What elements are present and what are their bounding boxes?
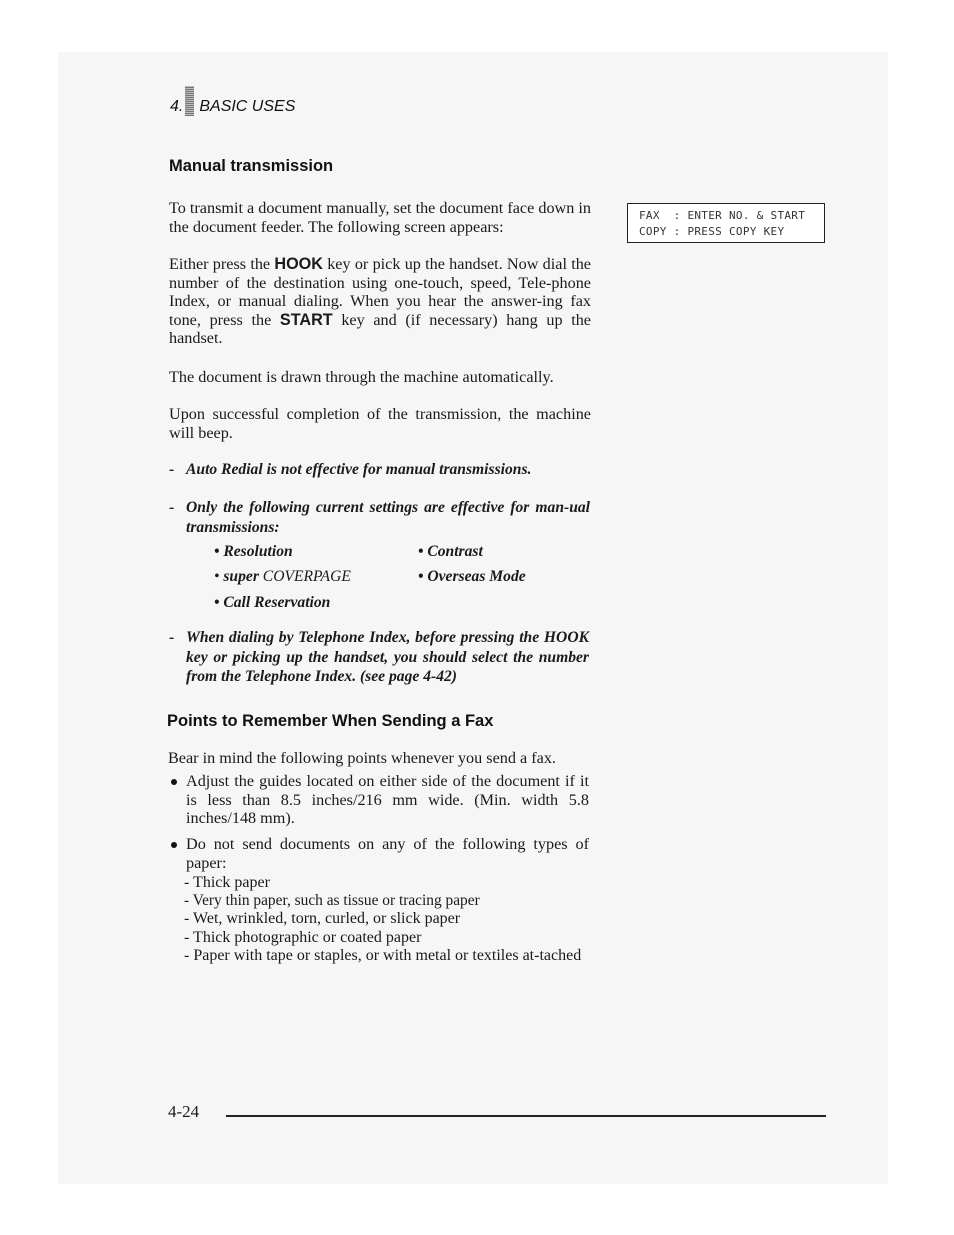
chapter-header: [170, 86, 295, 116]
note-auto-redial: [169, 460, 592, 480]
note-telephone-index-text: When dialing by Telephone Index, before pressing the HOOK key or picking up the handset, you should select the number from the Telephone Index. (see page 4-42): [186, 629, 589, 686]
paragraph-bear-in-mind: Bear in mind the following points whenever you send a fax.: [168, 749, 556, 767]
paper-type-photographic: - Thick photographic or coated paper: [184, 929, 422, 946]
chapter-number: 4.: [170, 98, 184, 115]
paragraph-beep: Upon successful completion of the transmission, the machine will beep.: [169, 405, 591, 442]
note-auto-redial-text: Auto Redial is not effective for manual transmissions.: [186, 461, 532, 478]
paper-type-wet: - Wet, wrinkled, torn, curled, or slick paper: [184, 910, 461, 927]
setting-coverpage-label: COVERPAGE: [262, 568, 351, 585]
note-telephone-index: [169, 628, 589, 687]
setting-call-reservation-label: Call Reservation: [223, 594, 331, 611]
note-dash: -: [169, 629, 175, 646]
section-title-manual-transmission: Manual transmission: [169, 157, 334, 175]
lcd-line-2: COPY : PRESS COPY KEY: [639, 225, 785, 238]
footer-rule: [226, 1115, 826, 1117]
lcd-display: [627, 203, 825, 243]
chapter-marker-icon: [185, 86, 194, 116]
setting-call-reservation: • Call Reservation: [214, 594, 331, 611]
bullet-adjust-guides: [186, 772, 589, 828]
paper-type-thin: - Very thin paper, such as tissue or tracing paper: [184, 892, 480, 909]
bullet-adjust-guides-text: Adjust the guides located on either side of the document if it is less than 8.5 inches/216 mm wide. (Min. width 5.8 inches/148 mm).: [186, 772, 589, 828]
setting-contrast-label: Contrast: [427, 543, 483, 560]
setting-resolution-label: Resolution: [223, 543, 293, 560]
note-dash: -: [169, 499, 175, 516]
paper-type-thick: - Thick paper: [184, 874, 270, 891]
paragraph-drawn-through: The document is drawn through the machine automatically.: [169, 368, 554, 386]
setting-resolution: • Resolution: [214, 543, 293, 560]
bullet-do-not-send: [186, 835, 589, 872]
bullet-dot-icon: [171, 779, 177, 785]
hook-key-label: HOOK: [274, 255, 323, 273]
note-current-settings: [169, 498, 590, 537]
note-dash: -: [169, 461, 175, 478]
lcd-line-1: FAX : ENTER NO. & START: [639, 209, 806, 222]
setting-super-label: super: [223, 568, 259, 585]
para2-text-3: key and (if necessary) hang up the handset.: [169, 310, 591, 348]
para2-text-1: Either press the: [169, 255, 275, 273]
bullet-do-not-send-text: Do not send documents on any of the following types of paper:: [186, 835, 589, 872]
section-title-points-to-remember: Points to Remember When Sending a Fax: [167, 712, 494, 730]
setting-overseas-mode: • Overseas Mode: [418, 568, 526, 585]
paragraph-intro: To transmit a document manually, set the document face down in the document feeder. The following screen appears:: [169, 199, 591, 236]
paper-type-tape: - Paper with tape or staples, or with metal or textiles at-tached: [184, 947, 582, 964]
bullet-dot-icon: [171, 842, 177, 848]
setting-super-coverpage: • super COVERPAGE: [214, 568, 351, 585]
setting-overseas-label: Overseas Mode: [427, 568, 526, 585]
note-current-settings-text: Only the following current settings are effective for man-ual transmissions:: [186, 499, 590, 536]
page-number: 4-24: [168, 1102, 200, 1121]
paragraph-dial-instructions: [169, 255, 591, 348]
para2-text-2: key or pick up the handset. Now dial the number of the destination using one-touch, speed, Tele-phone Index, or manual dialing. When you hear the answer-ing fax tone, press the: [169, 255, 591, 329]
chapter-title: BASIC USES: [199, 98, 296, 115]
setting-contrast: • Contrast: [418, 543, 483, 560]
start-key-label: START: [279, 310, 333, 329]
